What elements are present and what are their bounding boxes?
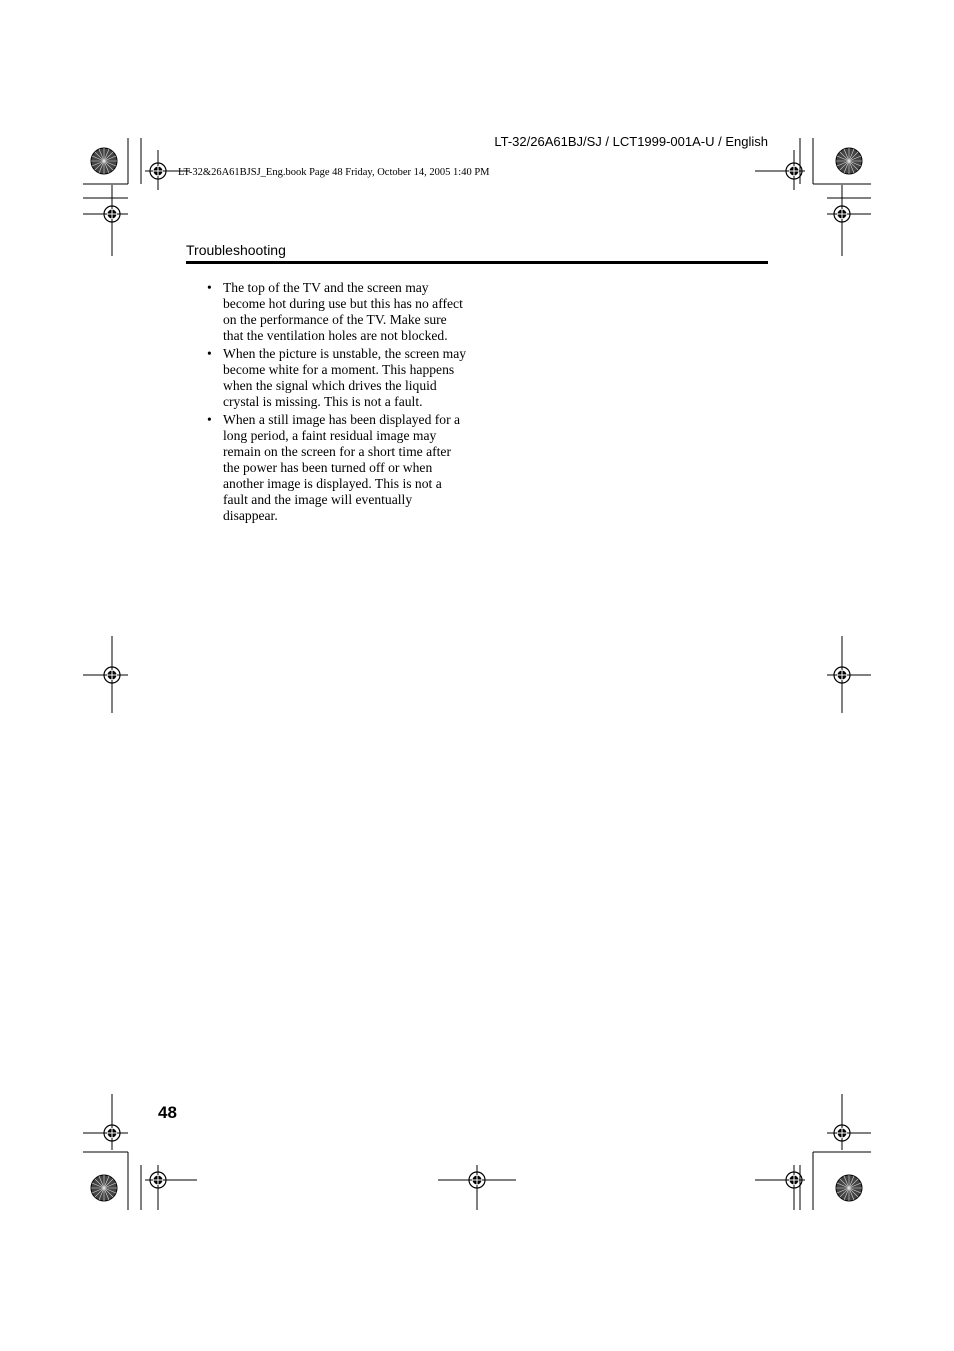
bullet-glyph: • bbox=[207, 412, 212, 427]
list-item-text: The top of the TV and the screen may become hot during use but this has no affect on the performance of the TV. Make sure that the ventilation holes are not blocked. bbox=[223, 280, 463, 343]
list-item bbox=[206, 280, 468, 344]
section-rule bbox=[186, 261, 768, 264]
list-item bbox=[206, 412, 468, 524]
book-info-line: LT-32&26A61BJSJ_Eng.book Page 48 Friday, October 14, 2005 1:40 PM bbox=[178, 167, 490, 178]
bullet-glyph: • bbox=[207, 346, 212, 361]
document-code: LT-32/26A61BJ/SJ / LCT1999-001A-U / English bbox=[494, 134, 768, 149]
list-item-text: When the picture is unstable, the screen may become white for a moment. This happens when the signal which drives the liquid crystal is missing. This is not a fault. bbox=[223, 346, 467, 409]
bullet-list bbox=[206, 280, 468, 526]
list-item bbox=[206, 346, 468, 410]
bullet-glyph: • bbox=[207, 280, 212, 295]
page-number: 48 bbox=[158, 1103, 177, 1122]
section-title: Troubleshooting bbox=[186, 242, 286, 258]
list-item-text: When a still image has been displayed for a long period, a faint residual image may remain on the screen for a short time after the power has been turned off or when another image is displayed. This is not a fault and the image will eventually disappear. bbox=[223, 412, 461, 523]
